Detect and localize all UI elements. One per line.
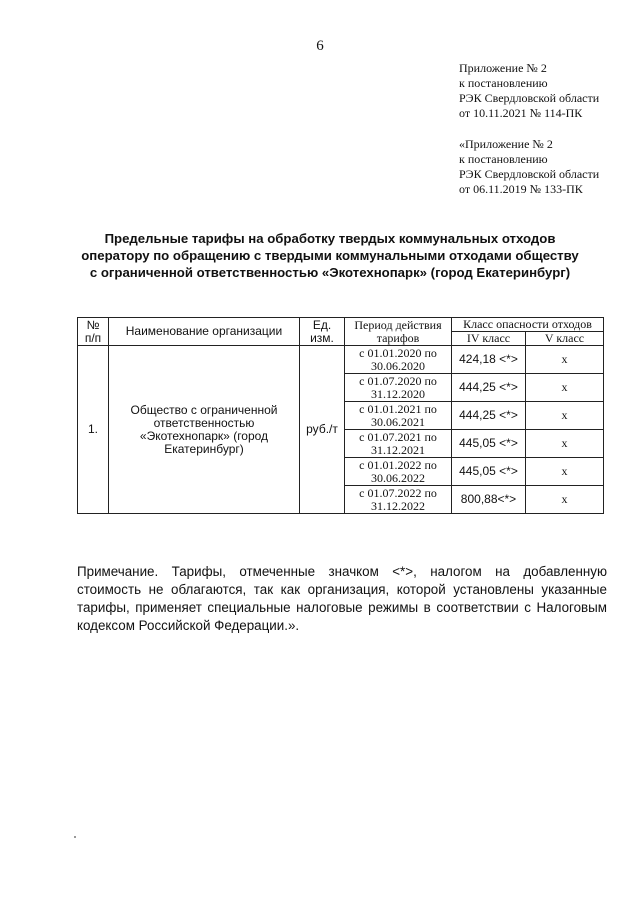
organization-name: Общество с ограниченной ответственностью «Экотехнопарк» (город Екатеринбург) (109, 346, 300, 514)
tariff-table (77, 317, 604, 514)
period-cell: с 01.01.2020 по 30.06.2020 (345, 346, 452, 374)
class-5-tariff: x (526, 346, 604, 374)
attachment-block-current (459, 61, 599, 121)
header-row-number: № п/п (78, 318, 109, 346)
attachment-line: «Приложение № 2 (459, 137, 553, 151)
table-row (78, 346, 604, 374)
class-4-tariff: 444,25 <*> (452, 374, 526, 402)
attachment-line: от 10.11.2021 № 114-ПК (459, 106, 583, 120)
class-4-tariff: 424,18 <*> (452, 346, 526, 374)
class-5-tariff: x (526, 430, 604, 458)
class-5-tariff: x (526, 486, 604, 514)
attachment-block-original (459, 137, 599, 197)
title-line: Предельные тарифы на обработку твердых коммунальных отходов (104, 231, 556, 246)
class-4-tariff: 444,25 <*> (452, 402, 526, 430)
class-4-tariff: 445,05 <*> (452, 458, 526, 486)
attachment-line: РЭК Свердловской области (459, 167, 600, 181)
class-4-tariff: 800,88<*> (452, 486, 526, 514)
header-hazard-class: Класс опасности отходов (452, 318, 604, 332)
attachment-line: от 06.11.2019 № 133-ПК (459, 182, 583, 196)
page-number: 6 (316, 38, 324, 54)
document-title (70, 230, 590, 281)
scan-dot (74, 836, 76, 838)
header-class-4: IV класс (452, 332, 526, 346)
class-5-tariff: x (526, 402, 604, 430)
class-4-tariff: 445,05 <*> (452, 430, 526, 458)
header-class-5: V класс (526, 332, 604, 346)
period-cell: с 01.07.2020 по 31.12.2020 (345, 374, 452, 402)
period-cell: с 01.07.2021 по 31.12.2021 (345, 430, 452, 458)
period-cell: с 01.01.2022 по 30.06.2022 (345, 458, 452, 486)
attachment-line: к постановлению (459, 76, 548, 90)
unit-cell: руб./т (300, 346, 345, 514)
period-cell: с 01.01.2021 по 30.06.2021 (345, 402, 452, 430)
title-line: оператору по обращению с твердыми коммунальными отходами обществу (81, 248, 579, 263)
footnote: Примечание. Тарифы, отмеченные значком <*>, налогом на добавленную стоимость не облагаются, так как организация, которой установлены указанные тарифы, применяет специальные налоговые режимы в соответствии с Налоговым кодексом Российской Федерации.». (77, 564, 607, 633)
header-organization: Наименование организации (109, 318, 300, 346)
period-cell: с 01.07.2022 по 31.12.2022 (345, 486, 452, 514)
header-period: Период действия тарифов (345, 318, 452, 346)
title-line: с ограниченной ответственностью «Экотехнопарк» (город Екатеринбург) (89, 265, 571, 280)
attachment-line: Приложение № 2 (459, 61, 547, 75)
class-5-tariff: x (526, 458, 604, 486)
row-number: 1. (78, 346, 109, 514)
attachment-line: РЭК Свердловской области (459, 91, 600, 105)
header-unit: Ед. изм. (300, 318, 345, 346)
class-5-tariff: x (526, 374, 604, 402)
attachment-line: к постановлению (459, 152, 548, 166)
